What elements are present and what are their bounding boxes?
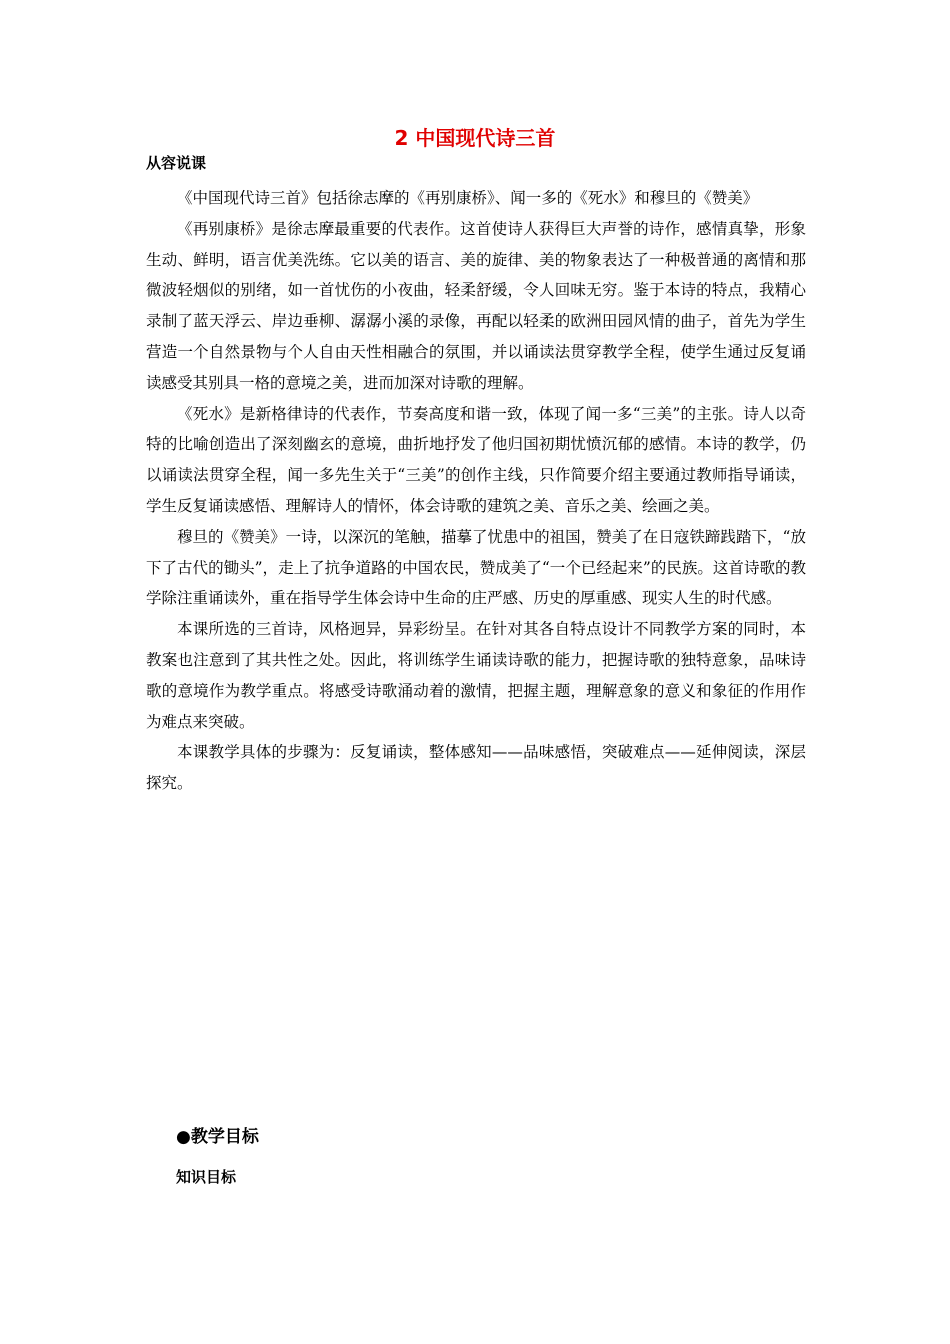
lesson-title: 2 中国现代诗三首 [394, 126, 556, 150]
knowledge-objectives-heading: 知识目标 [176, 1168, 237, 1186]
section-heading: 从容说课 [146, 154, 207, 172]
intro-paragraph: 《中国现代诗三首》包括徐志摩的《再别康桥》、闻一多的《死水》和穆旦的《赞美》 [177, 189, 759, 207]
teaching-objectives-heading: ●教学目标 [176, 1127, 259, 1147]
lesson-body [146, 183, 806, 799]
paragraph-zanmei: 穆旦的《赞美》一诗，以深沉的笔触，描摹了忧患中的祖国，赞美了在日寇铁蹄践踏下，“放下了古代的锄头”，走上了抗争道路的中国农民，赞成美了“一个已经起来”的民族。这首诗歌的教学除注重诵读外，重在指导学生体会诗中生命的庄严感、历史的厚重感、现实人生的时代感。 [146, 527, 806, 608]
paragraph-sishui: 《死水》是新格律诗的代表作，节奏高度和谐一致，体现了闻一多“三美”的主张。诗人以奇特的比喻创造出了深刻幽玄的意境，曲折地抒发了他归国初期忧愤沉郁的感情。本诗的教学，仍以诵读法贯穿全程，闻一多先生关于“三美”的创作主线，只作简要介绍主要通过教师指导诵读，学生反复诵读感悟、理解诗人的情怀，体会诗歌的建筑之美、音乐之美、绘画之美。 [146, 404, 806, 515]
paragraph-teaching-steps: 本课教学具体的步骤为：反复诵读，整体感知——品味感悟，突破难点——延伸阅读，深层探究。 [146, 743, 806, 793]
paragraph-common-features: 本课所选的三首诗，风格迥异，异彩纷呈。在针对其各自特点设计不同教学方案的同时，本教案也注意到了其共性之处。因此，将训练学生诵读诗歌的能力，把握诗歌的独特意象，品味诗歌的意境作为教学重点。将感受诗歌涌动着的激情，把握主题，理解意象的意义和象征的作用作为难点来突破。 [146, 620, 806, 731]
paragraph-zaibie-kangqiao: 《再别康桥》是徐志摩最重要的代表作。这首使诗人获得巨大声誉的诗作，感情真挚，形象生动、鲜明，语言优美洗练。它以美的语言、美的旋律、美的物象表达了一种极普通的离情和那微波轻烟似的别绪，如一首忧伤的小夜曲，轻柔舒缓，令人回味无穷。鉴于本诗的特点，我精心录制了蓝天浮云、岸边垂柳、潺潺小溪的录像，再配以轻柔的欧洲田园风情的曲子，首先为学生营造一个自然景物与个人自由天性相融合的氛围，并以诵读法贯穿教学全程，使学生通过反复诵读感受其别具一格的意境之美，进而加深对诗歌的理解。 [146, 219, 806, 392]
